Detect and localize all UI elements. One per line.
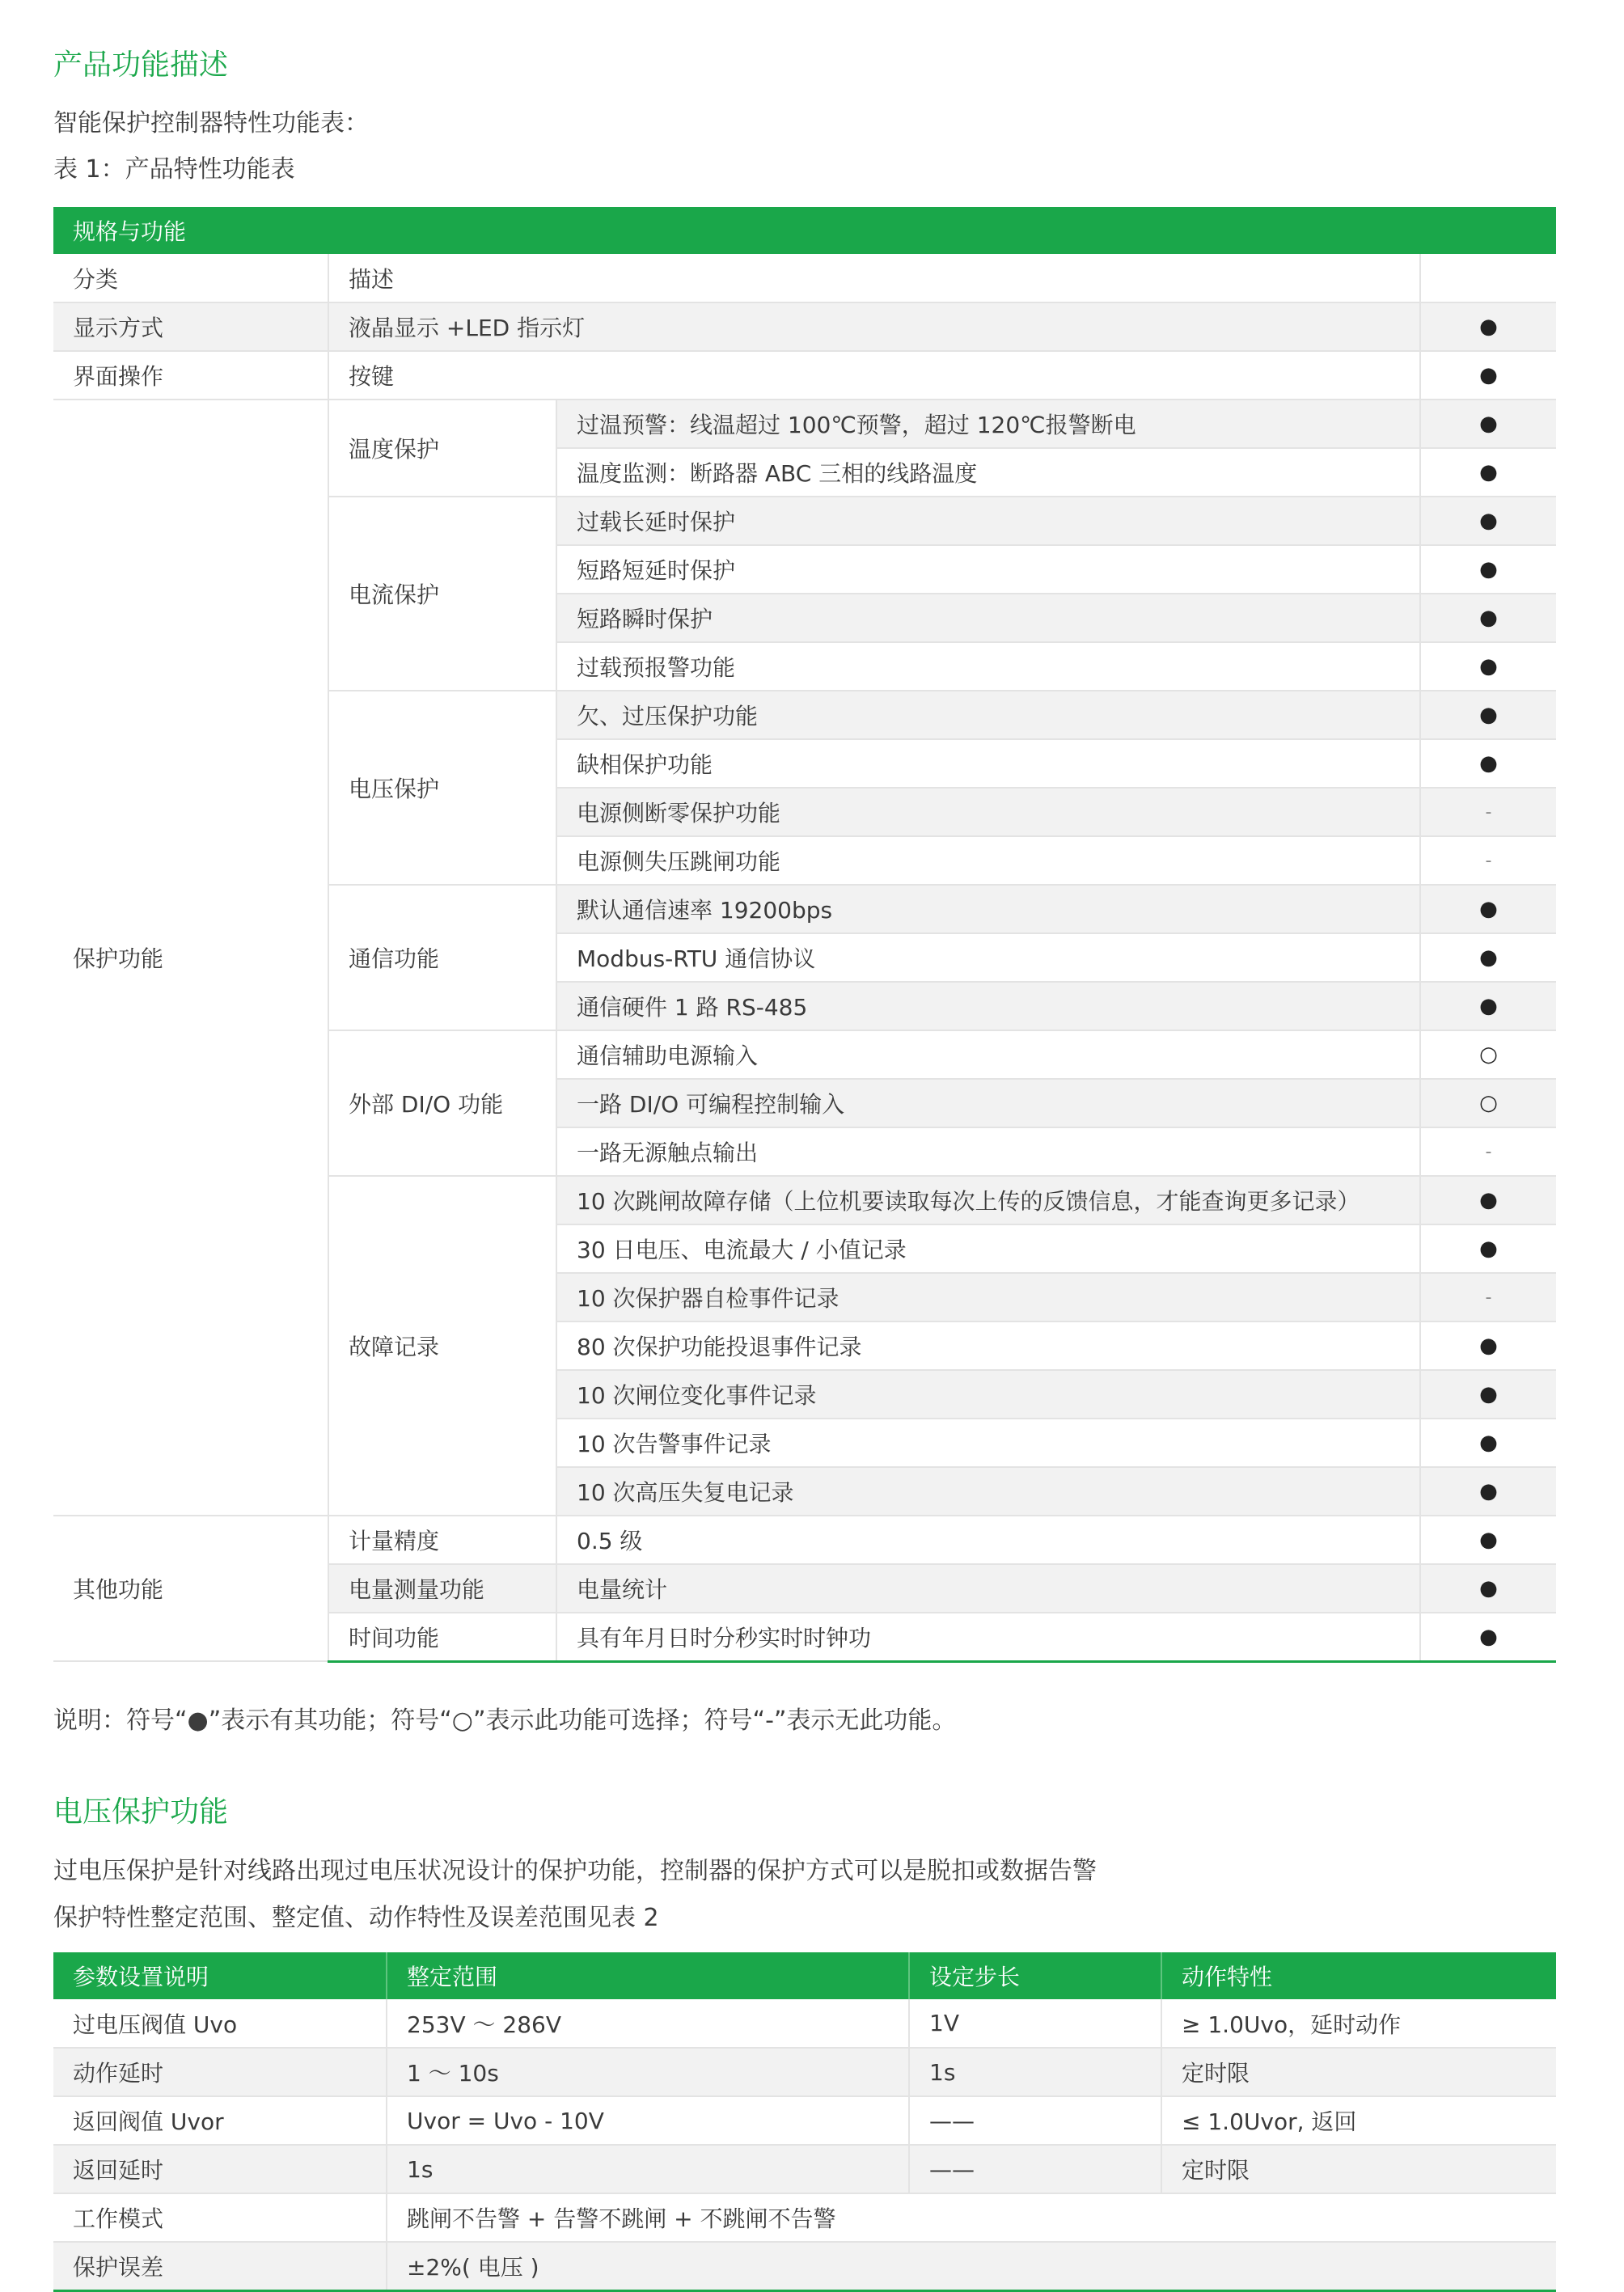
item-text: 80 次保护功能投退事件记录 — [556, 1321, 1420, 1370]
column-label-row — [53, 254, 1556, 302]
cell-mode-value: 跳闸不告警 + 告警不跳闸 + 不跳闸不告警 — [387, 2193, 1556, 2242]
mark-cell: - — [1420, 1127, 1556, 1176]
item-text: 缺相保护功能 — [556, 739, 1420, 788]
group-name: 温度保护 — [328, 400, 556, 497]
header-param: 参数设置说明 — [53, 1952, 387, 1999]
other-name: 电量测量功能 — [328, 1564, 556, 1613]
item-text: 电源侧断零保护功能 — [556, 788, 1420, 836]
item-text: 通信硬件 1 路 RS-485 — [556, 982, 1420, 1030]
cell-action: 定时限 — [1161, 2048, 1556, 2096]
protection-label: 保护功能 — [53, 400, 328, 1516]
row-category: 界面操作 — [53, 351, 328, 400]
cell-param: 工作模式 — [53, 2193, 387, 2242]
cell-param: 动作延时 — [53, 2048, 387, 2096]
mark-cell: - — [1420, 788, 1556, 836]
table-row — [53, 2096, 1556, 2145]
group-name: 电流保护 — [328, 497, 556, 691]
mark-cell: ● — [1420, 1321, 1556, 1370]
mark-cell: ● — [1420, 1516, 1556, 1564]
table-row — [53, 2145, 1556, 2193]
row-desc: 液晶显示 +LED 指示灯 — [328, 302, 1420, 351]
table-row — [53, 2048, 1556, 2096]
item-text: 过载长延时保护 — [556, 497, 1420, 545]
item-text: 30 日电压、电流最大 / 小值记录 — [556, 1224, 1420, 1273]
table-row — [53, 2193, 1556, 2242]
item-text: 10 次告警事件记录 — [556, 1419, 1420, 1467]
item-text: 10 次跳闸故障存储（上位机要读取每次上传的反馈信息，才能查询更多记录） — [556, 1176, 1420, 1224]
item-text: 短路短延时保护 — [556, 545, 1420, 594]
group-name: 电压保护 — [328, 691, 556, 885]
mark-cell: ● — [1420, 982, 1556, 1030]
section-title-voltage: 电压保护功能 — [53, 1795, 229, 1829]
mark-cell: ● — [1420, 1564, 1556, 1613]
mark-cell: ● — [1420, 885, 1556, 933]
table-row — [53, 400, 1556, 448]
cell-range: 1s — [387, 2145, 909, 2193]
legend-note: 说明：符号“●”表示有其功能；符号“○”表示此功能可选择；符号“-”表示无此功能。 — [53, 1706, 957, 1735]
mark-cell: ● — [1420, 1176, 1556, 1224]
item-text: 一路无源触点输出 — [556, 1127, 1420, 1176]
mark-cell: ● — [1420, 1613, 1556, 1661]
mark-cell: ● — [1420, 302, 1556, 351]
cell-param: 过电压阀值 Uvo — [53, 1999, 387, 2048]
col-desc-label: 描述 — [328, 254, 1420, 302]
table-header-row — [53, 1952, 1556, 1999]
other-name: 计量精度 — [328, 1516, 556, 1564]
row-desc: 按键 — [328, 351, 1420, 400]
mark-cell: ● — [1420, 933, 1556, 982]
other-label: 其他功能 — [53, 1516, 328, 1661]
intro-text: 智能保护控制器特性功能表： — [53, 109, 369, 137]
item-text: 默认通信速率 19200bps — [556, 885, 1420, 933]
cell-param: 返回阀值 Uvor — [53, 2096, 387, 2145]
group-name: 通信功能 — [328, 885, 556, 1030]
item-text: 10 次高压失复电记录 — [556, 1467, 1420, 1516]
item-text: 欠、过压保护功能 — [556, 691, 1420, 739]
table1-caption: 表 1：产品特性功能表 — [53, 155, 295, 184]
cell-step: 1s — [909, 2048, 1161, 2096]
table-row — [53, 302, 1556, 351]
mark-cell: ● — [1420, 691, 1556, 739]
mark-cell: ● — [1420, 351, 1556, 400]
row-category: 显示方式 — [53, 302, 328, 351]
item-text: 0.5 级 — [556, 1516, 1420, 1564]
header-range: 整定范围 — [387, 1952, 909, 1999]
cell-param: 返回延时 — [53, 2145, 387, 2193]
group-name: 故障记录 — [328, 1176, 556, 1516]
mark-cell: ● — [1420, 1467, 1556, 1516]
item-text: 10 次闸位变化事件记录 — [556, 1370, 1420, 1419]
cell-range: 253V ～ 286V — [387, 1999, 909, 2048]
item-text: Modbus-RTU 通信协议 — [556, 933, 1420, 982]
mark-cell: ● — [1420, 594, 1556, 642]
feature-table — [53, 207, 1556, 1663]
mark-cell: ● — [1420, 739, 1556, 788]
voltage-desc-1: 过电压保护是针对线路出现过电压状况设计的保护功能，控制器的保护方式可以是脱扣或数据告警 — [53, 1857, 1097, 1885]
mark-cell — [1420, 254, 1556, 302]
item-text: 短路瞬时保护 — [556, 594, 1420, 642]
item-text: 温度监测：断路器 ABC 三相的线路温度 — [556, 448, 1420, 497]
table-row — [53, 1999, 1556, 2048]
mark-cell: - — [1420, 836, 1556, 885]
mark-cell: ● — [1420, 1370, 1556, 1419]
cell-param: 保护误差 — [53, 2242, 387, 2290]
cell-range: 1 ～ 10s — [387, 2048, 909, 2096]
voltage-table — [53, 1952, 1556, 2292]
cell-range: Uvor = Uvo - 10V — [387, 2096, 909, 2145]
mark-cell: ● — [1420, 497, 1556, 545]
mark-cell: - — [1420, 1273, 1556, 1321]
item-text: 10 次保护器自检事件记录 — [556, 1273, 1420, 1321]
cell-error-value: ±2%( 电压 ) — [387, 2242, 1556, 2290]
item-text: 具有年月日时分秒实时时钟功 — [556, 1613, 1420, 1661]
cell-step: —— — [909, 2096, 1161, 2145]
cell-action: ≤ 1.0Uvor, 返回 — [1161, 2096, 1556, 2145]
voltage-desc-2: 保护特性整定范围、整定值、动作特性及误差范围见表 2 — [53, 1904, 659, 1932]
table-row — [53, 351, 1556, 400]
cell-action: ≥ 1.0Uvo，延时动作 — [1161, 1999, 1556, 2048]
header-action: 动作特性 — [1161, 1952, 1556, 1999]
table-header: 规格与功能 — [53, 207, 1556, 254]
mark-cell: ● — [1420, 642, 1556, 691]
mark-cell: ● — [1420, 1224, 1556, 1273]
item-text: 过载预报警功能 — [556, 642, 1420, 691]
group-name: 外部 DI/O 功能 — [328, 1030, 556, 1176]
mark-cell: ○ — [1420, 1079, 1556, 1127]
item-text: 电源侧失压跳闸功能 — [556, 836, 1420, 885]
other-name: 时间功能 — [328, 1613, 556, 1661]
table-row — [53, 2242, 1556, 2290]
mark-cell: ● — [1420, 1419, 1556, 1467]
mark-cell: ● — [1420, 400, 1556, 448]
item-text: 一路 DI/O 可编程控制输入 — [556, 1079, 1420, 1127]
table-header-row — [53, 207, 1556, 254]
col-category-label: 分类 — [53, 254, 328, 302]
cell-step: —— — [909, 2145, 1161, 2193]
mark-cell: ● — [1420, 448, 1556, 497]
header-step: 设定步长 — [909, 1952, 1161, 1999]
cell-action: 定时限 — [1161, 2145, 1556, 2193]
table-row — [53, 1516, 1556, 1564]
section-title-product: 产品功能描述 — [53, 49, 229, 82]
cell-step: 1V — [909, 1999, 1161, 2048]
item-text: 电量统计 — [556, 1564, 1420, 1613]
item-text: 过温预警：线温超过 100℃预警，超过 120℃报警断电 — [556, 400, 1420, 448]
mark-cell: ○ — [1420, 1030, 1556, 1079]
mark-cell: ● — [1420, 545, 1556, 594]
item-text: 通信辅助电源输入 — [556, 1030, 1420, 1079]
